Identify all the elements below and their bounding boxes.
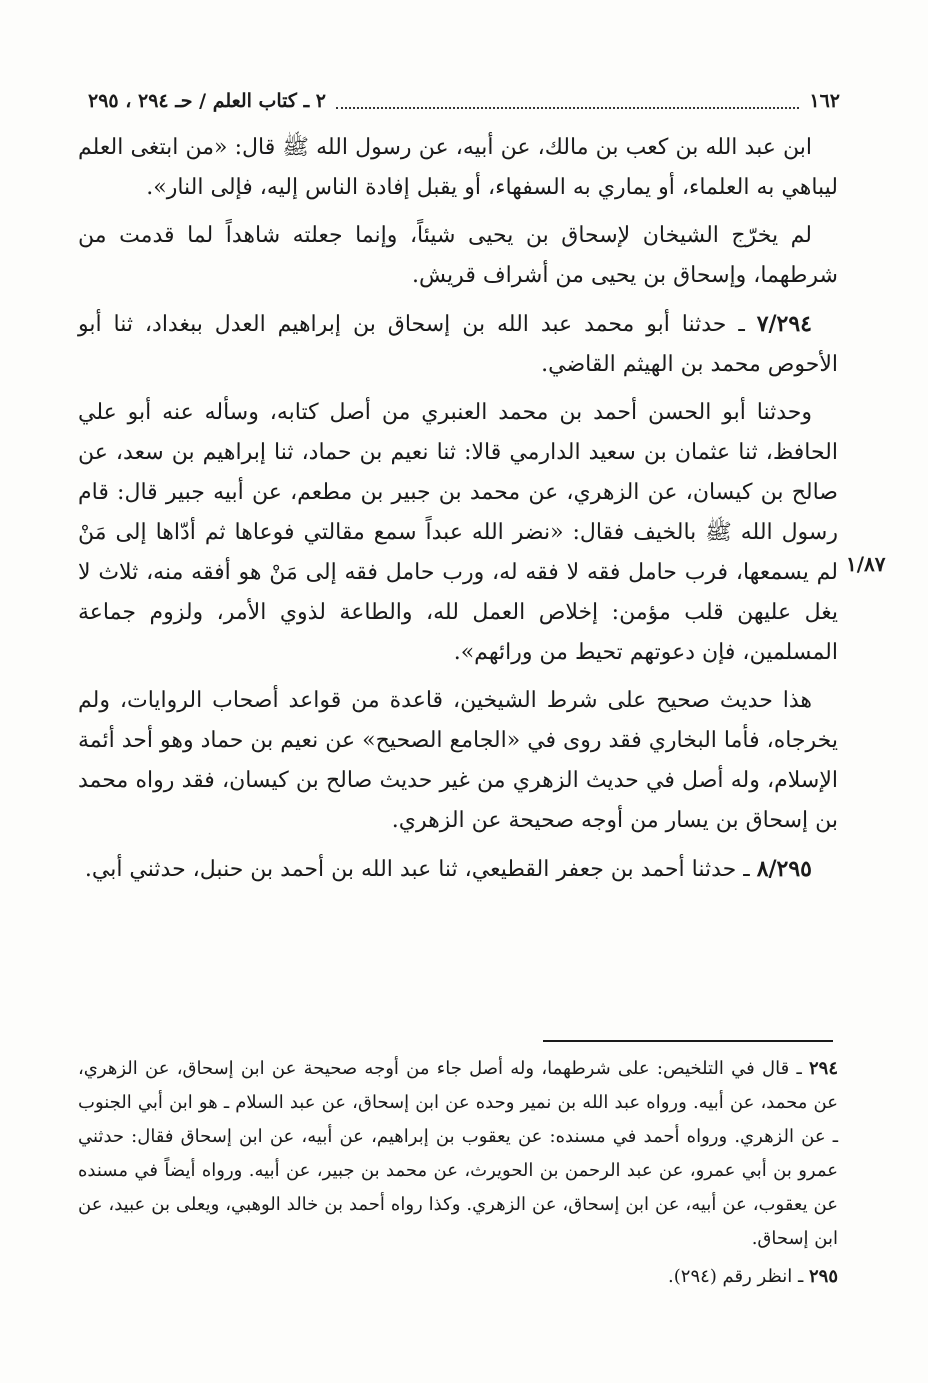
footnote-number: ٢٩٥ <box>808 1266 838 1287</box>
margin-reference: ١/٨٧ <box>846 552 886 576</box>
footnote: ٢٩٥ ـ انظر رقم (٢٩٤). <box>668 1266 838 1287</box>
footnote: ٢٩٤ ـ قال في التلخيص: على شرطهما، وله أصل جاء من أوجه صحيحة عن ابن إسحاق، عن الزهري، عن محمد، عن أبيه. ورواه عبد الله بن نمير وحده عن ابن إسحاق، عن عبد السلام ـ هو ابن أبي الجنوب ـ عن الزهري. ورواه أحمد في مسنده: عن يعقوب بن إبراهيم، عن أبيه، عن ابن إسحاق فقال: حدثني عمرو بن أبي عمرو، عن عبد الرحمن بن الحويرث، عن محمد بن جبير، عن أبيه. ورواه أيضاً في مسنده عن يعقوب، عن أبيه، عن ابن إسحاق، عن الزهري. وكذا رواه أحمد بن خالد الوهبي، ويعلى بن عبيد، عن ابن إسحاق. <box>78 1058 838 1249</box>
hadith-number: ٧/٢٩٤ <box>756 311 812 337</box>
hadith-paragraph: ٧/٢٩٤ ـ حدثنا أبو محمد عبد الله بن إسحاق بن إبراهيم العدل ببغداد، ثنا أبو الأحوص محمد بن الهيثم القاضي. <box>78 311 838 377</box>
hadith-number: ٨/٢٩٥ <box>756 856 812 882</box>
footnotes <box>78 1052 838 1298</box>
page-header <box>88 84 840 118</box>
running-title: ٢ ـ كتاب العلم / حـ ٢٩٤ ، ٢٩٥ <box>88 90 326 112</box>
paragraph: لم يخرّج الشيخان لإسحاق بن يحيى شيئاً، وإنما جعلته شاهداً لما قدمت من شرطهما، وإسحاق بن يحيى من أشراف قريش. <box>78 223 838 288</box>
header-dot-leader <box>336 93 799 109</box>
footnote-number: ٢٩٤ <box>808 1058 838 1079</box>
hadith-paragraph: ٨/٢٩٥ ـ حدثنا أحمد بن جعفر القطيعي، ثنا عبد الله بن أحمد بن حنبل، حدثني أبي. <box>84 856 812 882</box>
main-text <box>78 128 838 898</box>
paragraph: هذا حديث صحيح على شرط الشيخين، قاعدة من قواعد أصحاب الروايات، ولم يخرجاه، فأما البخاري فقد روى في «الجامع الصحيح» عن نعيم بن حماد وهو أحد أئمة الإسلام، وله أصل في حديث الزهري من غير حديث صالح بن كيسان، فقد رواه محمد بن إسحاق بن يسار من أوجه صحيحة عن الزهري. <box>78 688 838 833</box>
footnote-separator <box>543 1040 833 1042</box>
paragraph: ابن عبد الله بن كعب بن مالك، عن أبيه، عن رسول الله ﷺ قال: «من ابتغى العلم ليباهي به العلماء، أو يماري به السفهاء، أو يقبل إفادة الناس إليه، فإلى النار». <box>78 135 838 200</box>
paragraph: وحدثنا أبو الحسن أحمد بن محمد العنبري من أصل كتابه، وسأله عنه أبو علي الحافظ، ثنا عثمان بن سعيد الدارمي قالا: ثنا نعيم بن حماد، ثنا إبراهيم بن سعد، عن صالح بن كيسان، عن الزهري، عن محمد بن جبير بن مطعم، عن أبيه جبير قال: قام رسول الله ﷺ بالخيف فقال: «نضر الله عبداً سمع مقالتي فوعاها ثم أدّاها إلى مَنْ لم يسمعها، فرب حامل فقه لا فقه له، ورب حامل فقه إلى مَنْ هو أفقه منه، ثلاث لا يغل عليهن قلب مؤمن: إخلاص العمل لله، والطاعة لذوي الأمر، ولزوم جماعة المسلمين، فإن دعوتهم تحيط من ورائهم». <box>78 400 838 665</box>
page-number: ١٦٢ <box>809 90 840 112</box>
